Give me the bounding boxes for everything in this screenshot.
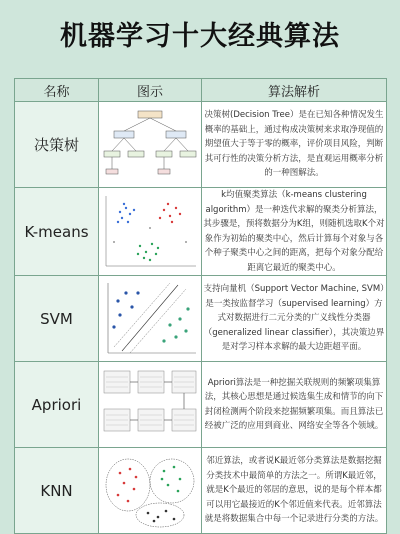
algorithm-description: 决策树(Decision Tree）是在已知各种情况发生概率的基础上，通过构成决策树来求取净现值的期望值大于等于零的概率，评价项目风险，判断其可行性的决策分析方法，是直观运用概率分析的一种图解法。	[202, 102, 387, 188]
knn-cluster-illustration	[99, 451, 201, 531]
decision-tree-diagram	[99, 102, 202, 188]
decision-tree-illustration	[99, 105, 201, 185]
svm-hyperplane-illustration	[99, 279, 201, 359]
algorithm-name: KNN	[15, 448, 99, 534]
algorithm-description: 支持向量机（Support Vector Machine, SVM）是一类按监督学习（supervised learning）方式对数据进行二元分类的广义线性分类器（generalized linear classifier），其决策边界是对学习样本求解的最大边距超平面。	[202, 276, 387, 362]
apriori-flow-illustration	[99, 365, 201, 445]
knn-diagram	[99, 448, 202, 534]
table-row	[15, 448, 387, 534]
algorithm-description: 邻近算法，或者说K最近邻分类算法是数据挖掘分类技术中最简单的方法之一。所谓K最近邻，就是K个最近的邻居的意思，说的是每个样本都可以用它最接近的K个邻近值来代表。近邻算法就是将数据集合中每一个记录进行分类的方法。	[202, 448, 387, 534]
algorithm-name: K-means	[15, 188, 99, 276]
table-row	[15, 188, 387, 276]
header-name: 名称	[15, 79, 99, 102]
table-row	[15, 102, 387, 188]
algorithm-table	[14, 78, 387, 534]
page-title: 机器学习十大经典算法	[60, 21, 340, 52]
table-row	[15, 362, 387, 448]
header-analysis: 算法解析	[202, 79, 387, 102]
algorithm-name: SVM	[15, 276, 99, 362]
algorithm-name: 决策树	[15, 102, 99, 188]
algorithm-description: Apriori算法是一种挖掘关联规则的频繁项集算法，其核心思想是通过候选集生成和情节的向下封闭检测两个阶段来挖掘频繁项集。而且算法已经被广泛的应用到商业、网络安全等各个领域。	[202, 362, 387, 448]
algorithm-name: Apriori	[15, 362, 99, 448]
table-row	[15, 276, 387, 362]
table-header-row	[15, 79, 387, 102]
svm-diagram	[99, 276, 202, 362]
header-figure: 图示	[99, 79, 202, 102]
algorithm-description: k均值聚类算法（k-means clustering algorithm）是一种迭代求解的聚类分析算法，其步骤是，预将数据分为K组，则随机选取K个对象作为初始的聚类中心，然后计算每个对象与各个种子聚类中心之间的距离，把每个对象分配给距离它最近的聚类中心。	[202, 188, 387, 276]
apriori-diagram	[99, 362, 202, 448]
kmeans-scatter-illustration	[99, 192, 201, 272]
kmeans-diagram	[99, 188, 202, 276]
